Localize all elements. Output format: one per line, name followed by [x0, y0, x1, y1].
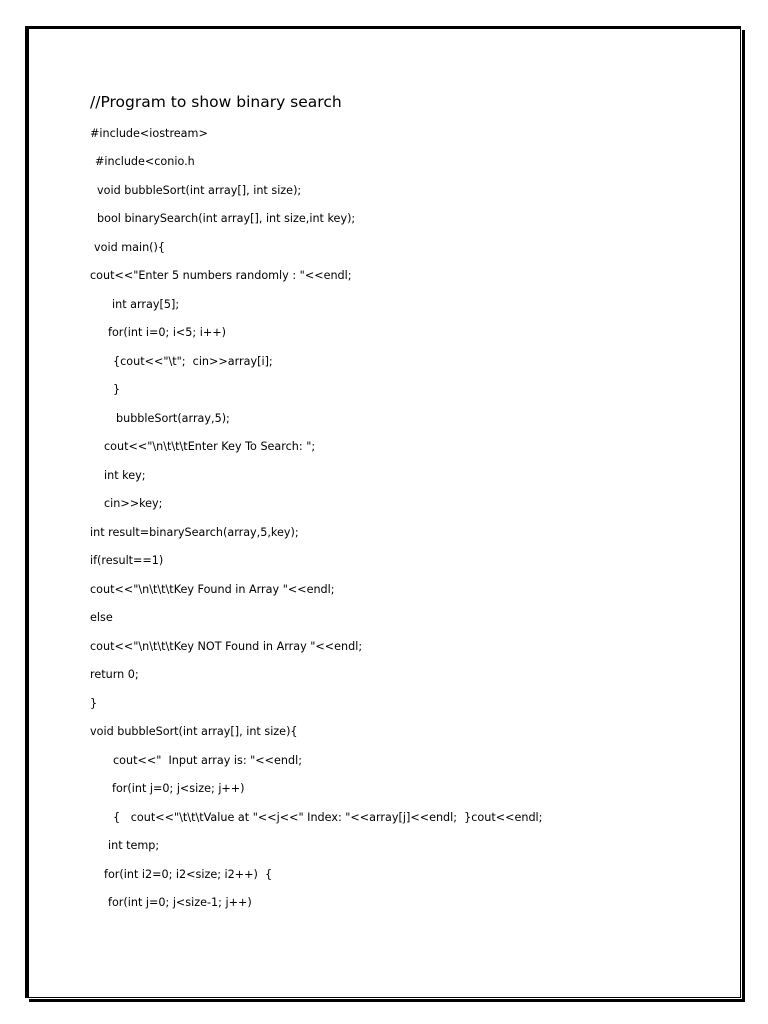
code-line: for(int i2=0; i2<size; i2++) {: [104, 868, 273, 881]
code-line: bubbleSort(array,5);: [116, 412, 230, 425]
code-line: bool binarySearch(int array[], int size,int key);: [97, 212, 356, 225]
code-line: }: [113, 383, 121, 396]
code-line: int array[5];: [112, 298, 180, 311]
page-border-shadow: [29, 30, 745, 1002]
code-line: #include<conio.h: [95, 155, 195, 168]
code-line: #include<iostream>: [90, 127, 208, 140]
code-line: { cout<<"\t\t\tValue at "<<j<<" Index: "<<array[j]<<endl; }cout<<endl;: [113, 811, 543, 824]
document-title: //Program to show binary search: [90, 93, 342, 111]
code-line: cout<<"\n\t\t\tKey NOT Found in Array "<<endl;: [90, 640, 363, 653]
code-line: int key;: [104, 469, 146, 482]
code-line: cout<<"\n\t\t\tEnter Key To Search: ";: [104, 440, 316, 453]
code-line: int temp;: [108, 839, 160, 852]
code-line: cout<<"Enter 5 numbers randomly : "<<endl;: [90, 269, 352, 282]
code-line: else: [90, 611, 113, 624]
code-line: for(int j=0; j<size-1; j++): [108, 896, 252, 909]
code-line: cout<<"\n\t\t\tKey Found in Array "<<endl;: [90, 583, 335, 596]
code-line: cin>>key;: [104, 497, 163, 510]
code-line: if(result==1): [90, 554, 164, 567]
code-line: void bubbleSort(int array[], int size){: [90, 725, 298, 738]
code-line: cout<<" Input array is: "<<endl;: [113, 754, 303, 767]
code-line: for(int j=0; j<size; j++): [112, 782, 245, 795]
code-line: void bubbleSort(int array[], int size);: [97, 184, 302, 197]
code-line: return 0;: [90, 668, 139, 681]
code-line: int result=binarySearch(array,5,key);: [90, 526, 299, 539]
code-line: {cout<<"\t"; cin>>array[i];: [113, 355, 273, 368]
code-line: void main(){: [94, 241, 166, 254]
code-line: for(int i=0; i<5; i++): [108, 326, 226, 339]
code-line: }: [90, 697, 98, 710]
